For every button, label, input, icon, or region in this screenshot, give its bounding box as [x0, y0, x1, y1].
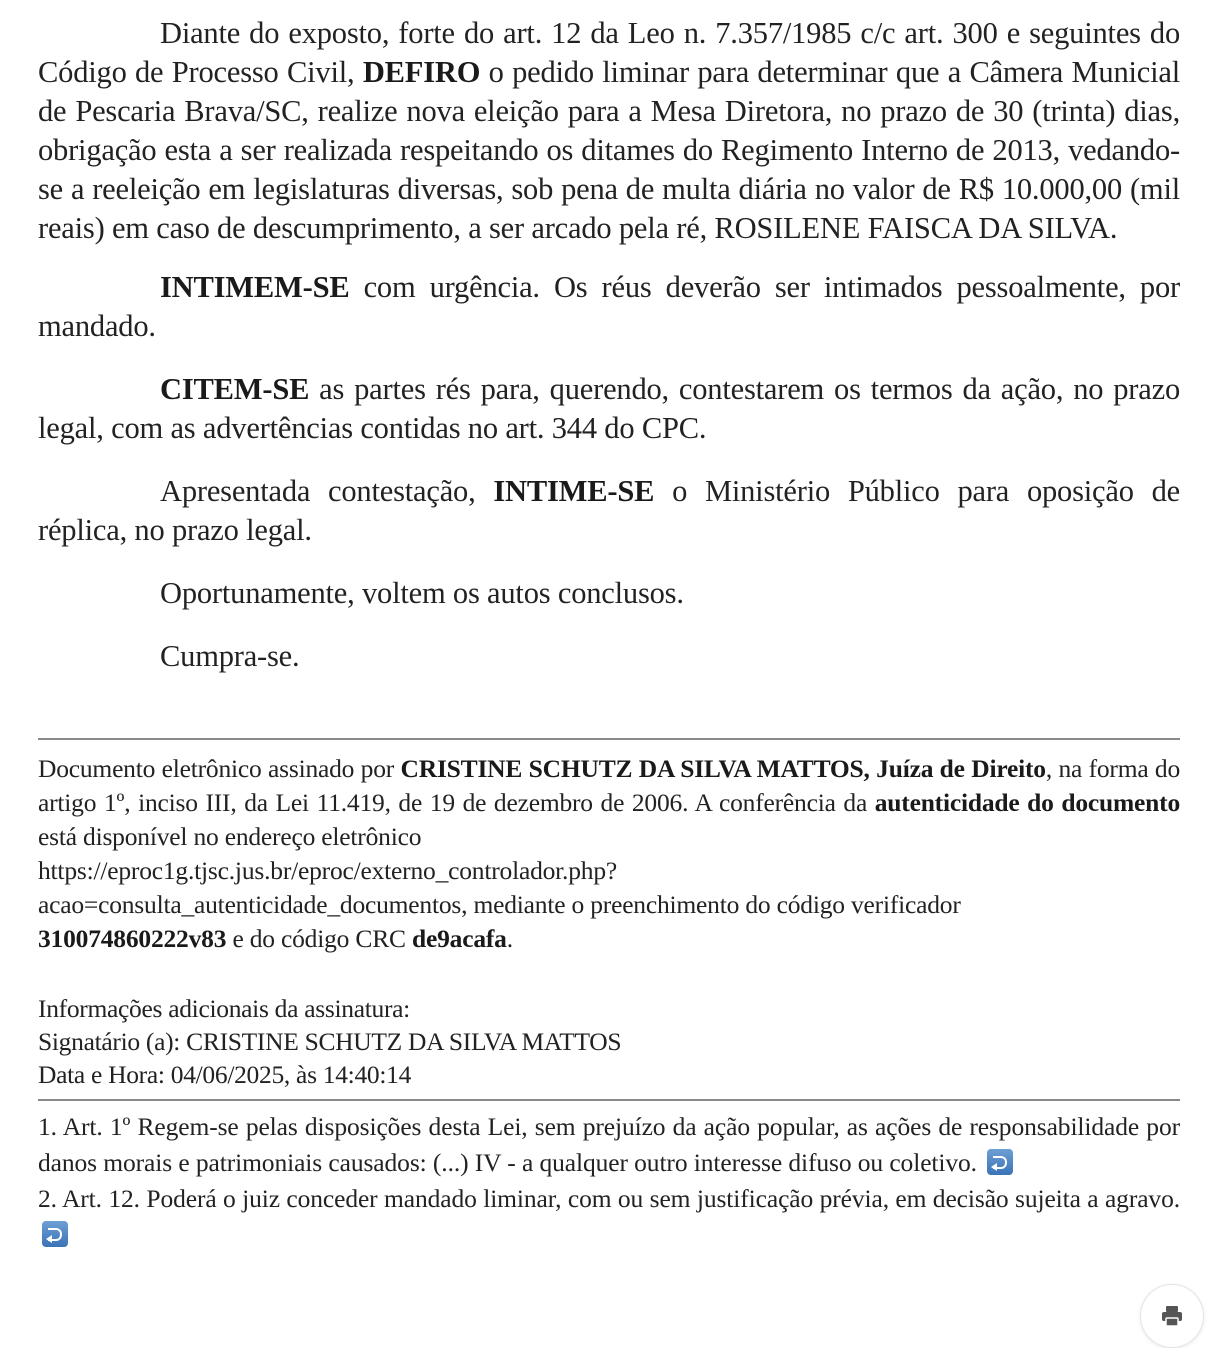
electronic-signature-block: [38, 752, 1180, 956]
closing-paragraph: [38, 637, 1180, 676]
paragraph-text: Apresentada contestação,: [160, 474, 494, 508]
paragraph-text: Diante do exposto, forte do art. 12 da Leo n. 7.357/1985 c/c art. 300 e seguintes do Código de Processo Civil,: [38, 16, 1180, 89]
signature-availability-text: está disponível no endereço eletrônico: [38, 822, 422, 851]
paragraph-text: o Ministério Público para oposição de réplica, no prazo legal.: [38, 474, 1180, 547]
signature-text: [38, 752, 1180, 854]
datetime-line: Data e Hora: 04/06/2025, às 14:40:14: [38, 1060, 412, 1089]
additional-signature-info: [38, 992, 1180, 1091]
bold-term-citem-se: CITEM-SE: [160, 372, 310, 406]
bold-term-intime-se: INTIME-SE: [493, 474, 655, 508]
period: .: [506, 924, 513, 953]
section-divider: [38, 738, 1180, 740]
footnote-item: [38, 1181, 1180, 1253]
footnote-divider: [38, 1099, 1180, 1101]
verifier-code: 310074860222v83: [38, 924, 227, 953]
paragraph-text: as partes rés para, querendo, contestarem os termos da ação, no prazo legal, com as advertências contidas no art. 344 do CPC.: [38, 372, 1180, 445]
signature-code-text: [38, 888, 1180, 922]
footnote-item: [38, 1109, 1180, 1181]
footnote-text: 1. Art. 1º Regem-se pelas disposições desta Lei, sem prejuízo da ação popular, as ações de responsabilidade por danos morais e patrimoniais causados: (...) IV - a qualquer outro interesse difuso ou coletivo.: [38, 1112, 1180, 1177]
return-arrow-icon[interactable]: [42, 1221, 68, 1247]
footnotes: [38, 1109, 1180, 1253]
crc-code: de9acafa: [412, 924, 507, 953]
authenticity-term: autenticidade do documento: [874, 788, 1180, 817]
signature-law-text: , na forma do artigo 1º, inciso III, da Lei 11.419, de 19 de dezembro de 2006. A conferência da: [38, 754, 1181, 817]
prosecutor-paragraph: [38, 472, 1180, 550]
signature-intro: Documento eletrônico assinado por: [38, 754, 401, 783]
verification-query-text: acao=consulta_autenticidade_documentos, mediante o preenchimento do código verificador: [38, 890, 961, 919]
paragraph-text: Oportunamente, voltem os autos conclusos.: [160, 576, 684, 610]
bold-term-defiro: DEFIRO: [362, 55, 481, 89]
info-heading: Informações adicionais da assinatura:: [38, 994, 410, 1023]
paragraph-text: Cumpra-se.: [160, 639, 300, 673]
return-arrow-icon[interactable]: [987, 1149, 1013, 1175]
crc-label: e do código CRC: [226, 924, 412, 953]
bold-term-intimem-se: INTIMEM-SE: [160, 270, 350, 304]
signature-codes-line: [38, 922, 1180, 956]
summons-paragraph: [38, 268, 1180, 346]
decision-paragraph: [38, 14, 1180, 248]
verification-url[interactable]: https://eproc1g.tjsc.jus.br/eproc/externo_controlador.php?: [38, 856, 617, 885]
printer-icon: [1160, 1304, 1184, 1328]
document-page: [38, 14, 1180, 1253]
conclusion-paragraph: [38, 574, 1180, 613]
paragraph-text: com urgência. Os réus deverão ser intimados pessoalmente, por mandado.: [38, 270, 1180, 343]
print-button[interactable]: [1140, 1284, 1204, 1348]
signer-name: CRISTINE SCHUTZ DA SILVA MATTOS, Juíza de Direito: [400, 754, 1046, 783]
signer-line: Signatário (a): CRISTINE SCHUTZ DA SILVA MATTOS: [38, 1027, 622, 1056]
footnote-text: 2. Art. 12. Poderá o juiz conceder mandado liminar, com ou sem justificação prévia, em decisão sujeita a agravo.: [38, 1184, 1180, 1213]
paragraph-text: o pedido liminar para determinar que a Câmera Municial de Pescaria Brava/SC, realize nova eleição para a Mesa Diretora, no prazo de 30 (trinta) dias, obrigação esta a ser realizada respeitando os ditames do Regimento Interno de 2013, vedando-se a reeleição em legislaturas diversas, sob pena de multa diária no valor de R$ 10.000,00 (mil reais) em caso de descumprimento, a ser arcado pela ré, ROSILENE FAISCA DA SILVA.: [38, 55, 1180, 245]
citation-paragraph: [38, 370, 1180, 448]
